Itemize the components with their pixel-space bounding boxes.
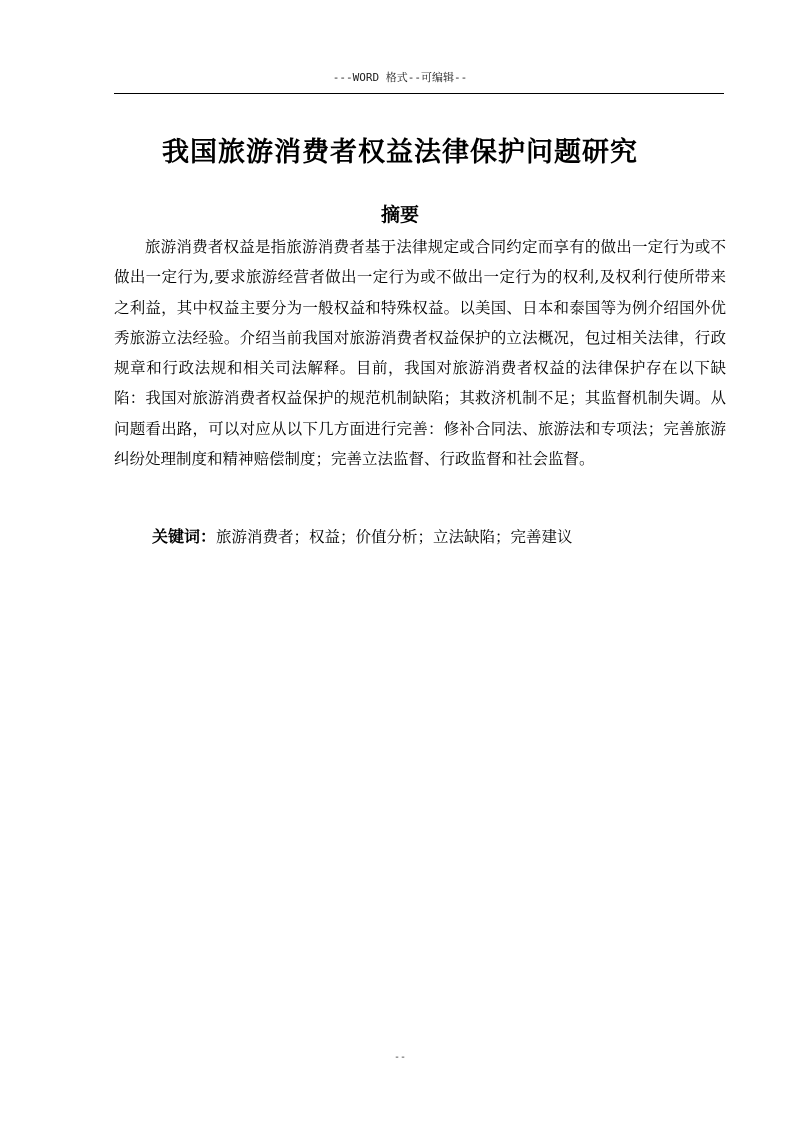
keywords-label: 关键词： [152, 527, 217, 546]
abstract-heading: 摘要 [380, 204, 419, 226]
document-title: 我国旅游消费者权益法律保护问题研究 [162, 137, 638, 168]
page-footer-text: -- [393, 1052, 407, 1063]
page-header-text: ---WORD 格式--可编辑-- [332, 71, 468, 84]
header-divider [114, 93, 724, 94]
keywords-values: 旅游消费者；权益；价值分析；立法缺陷；完善建议 [216, 528, 573, 546]
abstract-paragraph: 旅游消费者权益是指旅游消费者基于法律规定或合同约定而享有的做出一定行为或不做出一定行为,要求旅游经营者做出一定行为或不做出一定行为的权利,及权利行使所带来之利益，其中权益主要分为一般权益和特殊权益。以美国、日本和泰国等为例介绍国外优秀旅游立法经验。介绍当前我国对旅游消费者权益保护的立法概况，包过相关法律，行政规章和行政法规和相关司法解释。目前，我国对旅游消费者权益的法律保护存在以下缺陷：我国对旅游消费者权益保护的规范机制缺陷；其救济机制不足；其监督机制失调。从问题看出路，可以对应从以下几方面进行完善：修补合同法、旅游法和专项法；完善旅游纠纷处理制度和精神赔偿制度；完善立法监督、行政监督和社会监督。 [114, 238, 726, 469]
keywords-line [152, 524, 732, 550]
